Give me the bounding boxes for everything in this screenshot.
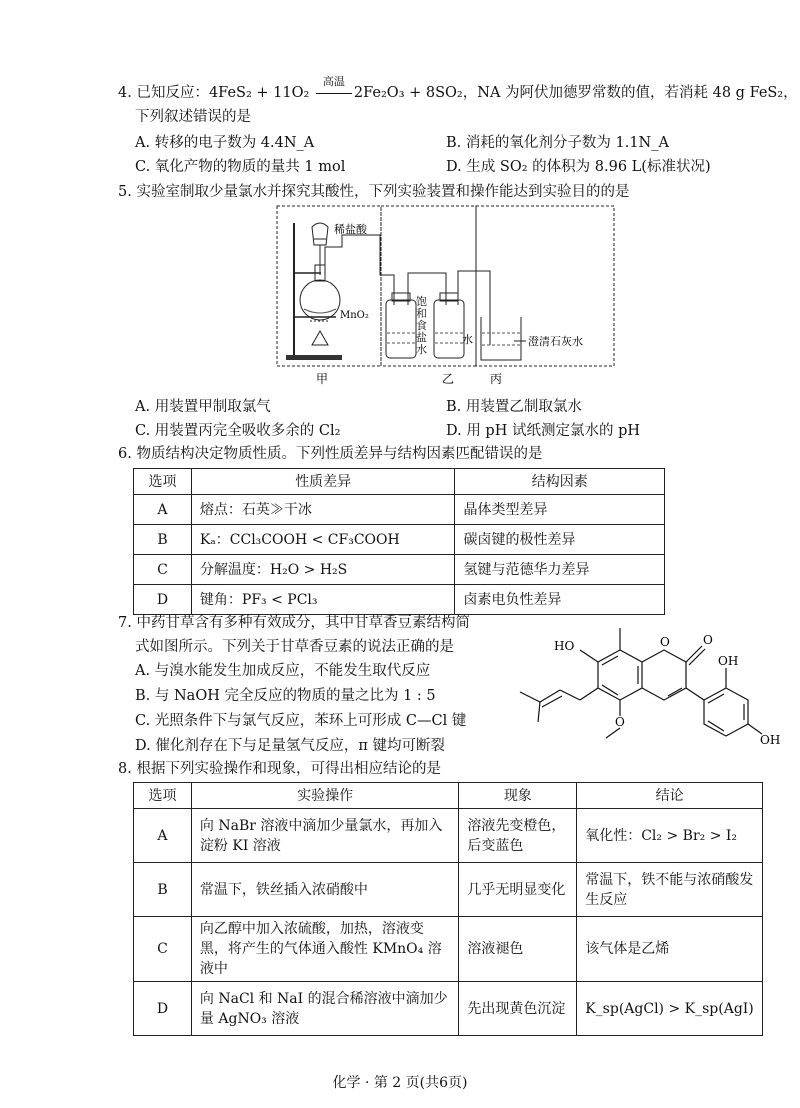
table-cell: 先出现黄色沉淀 bbox=[459, 982, 577, 1036]
header-cell: 性质差异 bbox=[191, 469, 455, 495]
separatory-funnel bbox=[312, 223, 328, 245]
q4-option-c[interactable]: C. 氧化产物的物质的量共 1 mol bbox=[135, 159, 346, 175]
table-row bbox=[134, 917, 763, 982]
header-cell: 结论 bbox=[577, 783, 763, 809]
q4-number: 4. bbox=[118, 85, 132, 101]
q7-stem-line1: 中药甘草含有多种有效成分，其中甘草香豆素结构简 bbox=[136, 615, 470, 631]
label-ring-o: O bbox=[660, 635, 670, 649]
q7-option-c[interactable]: C. 光照条件下与氯气反应，苯环上可形成 C—Cl 键 bbox=[135, 713, 467, 729]
table-cell: 常温下，铁丝插入浓硝酸中 bbox=[191, 863, 458, 917]
q7-option-a[interactable]: A. 与溴水能发生加成反应，不能发生取代反应 bbox=[135, 663, 431, 679]
table-cell: 碳卤键的极性差异 bbox=[455, 525, 665, 555]
phenyl-ring bbox=[704, 688, 748, 736]
table-row bbox=[134, 495, 665, 525]
q6-stem: 物质结构决定物质性质。下列性质差异与结构因素匹配错误的是 bbox=[136, 446, 543, 462]
label-water: 水 bbox=[462, 333, 473, 346]
table-row bbox=[134, 525, 665, 555]
label-bing: 丙 bbox=[490, 372, 503, 386]
glycycoumarin-structure bbox=[510, 610, 780, 745]
table-cell: 向 NaBr 溶液中滴加少量氯水，再加入淀粉 KI 溶液 bbox=[191, 809, 458, 863]
table-cell: 氢键与范德华力差异 bbox=[455, 555, 665, 585]
table-cell: 熔点：石英≫干冰 bbox=[191, 495, 455, 525]
header-cell: 结构因素 bbox=[455, 469, 665, 495]
label-saturated-salt-water: 饱和食盐水 bbox=[416, 295, 427, 356]
q4-option-a[interactable]: A. 转移的电子数为 4.4N_A bbox=[135, 135, 315, 151]
label-mno2: MnO₂ bbox=[340, 310, 369, 321]
table-cell: 常温下，铁不能与浓硝酸发生反应 bbox=[577, 863, 763, 917]
question-5 bbox=[118, 181, 629, 203]
table-cell: 分解温度：H₂O > H₂S bbox=[191, 555, 455, 585]
label-oh: OH bbox=[760, 733, 780, 745]
delivery-tube bbox=[325, 235, 394, 305]
q6-table bbox=[133, 468, 665, 615]
table-cell: 氧化性：Cl₂ > Br₂ > I₂ bbox=[577, 809, 763, 863]
header-cell: 实验操作 bbox=[191, 783, 458, 809]
label-keto-o: O bbox=[703, 633, 713, 647]
q4-stem-prefix: 已知反应：4FeS bbox=[136, 85, 246, 101]
question-4 bbox=[118, 75, 798, 105]
q5-option-d[interactable]: D. 用 pH 试纸测定氯水的 pH bbox=[446, 423, 641, 439]
table-cell: A bbox=[134, 809, 192, 863]
table-cell: 溶液褪色 bbox=[459, 917, 577, 982]
page-footer: 化学 · 第 2 页(共6页) bbox=[332, 1075, 468, 1091]
round-bottom-flask bbox=[300, 280, 340, 320]
stand-base bbox=[286, 355, 342, 360]
question-7 bbox=[118, 612, 470, 634]
table-row bbox=[134, 555, 665, 585]
table-cell: C bbox=[134, 555, 192, 585]
table-cell: C bbox=[134, 917, 192, 982]
q6-number: 6. bbox=[118, 446, 132, 462]
table-cell: 向乙醇中加入浓硫酸，加热，溶液变黑，将产生的气体通入酸性 KMnO₄ 溶液中 bbox=[191, 917, 458, 982]
q8-table bbox=[133, 782, 763, 1036]
pyranone-ring bbox=[642, 650, 686, 700]
table-cell: 晶体类型差异 bbox=[455, 495, 665, 525]
table-cell: Kₐ：CCl₃COOH < CF₃COOH bbox=[191, 525, 455, 555]
table-cell: D bbox=[134, 982, 192, 1036]
header-cell: 选项 bbox=[134, 783, 192, 809]
question-6 bbox=[118, 443, 542, 465]
gas-washing-bottle bbox=[386, 300, 416, 358]
q4-equation-reactants: ₂ + 11O₂ bbox=[245, 85, 310, 101]
q8-stem: 根据下列实验操作和现象，可得出相应结论的是 bbox=[136, 761, 441, 777]
table-row bbox=[134, 982, 763, 1036]
alcohol-lamp bbox=[312, 331, 328, 345]
table-header-row bbox=[134, 783, 763, 809]
q5-number: 5. bbox=[118, 184, 132, 200]
q4-option-b[interactable]: B. 消耗的氧化剂分子数为 1.1N_A bbox=[446, 135, 669, 151]
beaker bbox=[481, 317, 521, 360]
table-cell: A bbox=[134, 495, 192, 525]
table-cell: D bbox=[134, 585, 192, 615]
q7-option-d[interactable]: D. 催化剂存在下与足量氢气反应，π 键均可断裂 bbox=[135, 738, 445, 754]
label-methoxy-o: O bbox=[615, 715, 625, 729]
q5-option-a[interactable]: A. 用装置甲制取氯气 bbox=[135, 399, 271, 415]
benzene-ring bbox=[598, 650, 642, 700]
label-acid: 稀盐酸 bbox=[334, 223, 367, 236]
q7-stem-line2: 式如图所示。下列关于甘草香豆素的说法正确的是 bbox=[135, 639, 454, 655]
table-cell: 卤素电负性差异 bbox=[455, 585, 665, 615]
table-cell: 几乎无明显变化 bbox=[459, 863, 577, 917]
table-cell: 向 NaCl 和 NaI 的混合稀溶液中滴加少量 AgNO₃ 溶液 bbox=[191, 982, 458, 1036]
q4-option-d[interactable]: D. 生成 SO₂ 的体积为 8.96 L(标准状况) bbox=[446, 159, 711, 175]
label-limewater: 澄清石灰水 bbox=[528, 335, 583, 348]
table-cell: 该气体是乙烯 bbox=[577, 917, 763, 982]
q5-option-c[interactable]: C. 用装置丙完全吸收多余的 Cl₂ bbox=[135, 423, 341, 439]
table-header-row bbox=[134, 469, 665, 495]
q5-option-b[interactable]: B. 用装置乙制取氯水 bbox=[446, 399, 582, 415]
table-cell: 溶液先变橙色，后变蓝色 bbox=[459, 809, 577, 863]
apparatus-diagram bbox=[276, 205, 616, 395]
reaction-condition: 高温 bbox=[322, 75, 345, 88]
q4-stem-line2: 下列叙述错误的是 bbox=[135, 109, 251, 125]
header-cell: 现象 bbox=[459, 783, 577, 809]
label-ho: HO bbox=[554, 639, 575, 653]
q5-stem: 实验室制取少量氯水并探究其酸性，下列实验装置和操作能达到实验目的的是 bbox=[136, 184, 630, 200]
table-row bbox=[134, 863, 763, 917]
reaction-arrow bbox=[314, 75, 354, 105]
q4-equation-products: 2Fe₂O₃ + 8SO₂，N bbox=[353, 85, 490, 101]
q7-number: 7. bbox=[118, 615, 132, 631]
q7-option-b[interactable]: B. 与 NaOH 完全反应的物质的量之比为 1 : 5 bbox=[135, 688, 436, 704]
table-cell: B bbox=[134, 863, 192, 917]
header-cell: 选项 bbox=[134, 469, 192, 495]
table-row bbox=[134, 809, 763, 863]
q8-number: 8. bbox=[118, 761, 132, 777]
table-cell: B bbox=[134, 525, 192, 555]
label-jia: 甲 bbox=[316, 372, 329, 386]
water-bottle bbox=[434, 300, 464, 358]
q4-stem-tail: A 为阿伏加德罗常数的值，若消耗 48 g FeS₂， bbox=[489, 85, 798, 101]
table-cell: 键角：PF₃ < PCl₃ bbox=[191, 585, 455, 615]
label-yi: 乙 bbox=[442, 372, 455, 386]
table-cell: K_sp(AgCl) > K_sp(AgI) bbox=[577, 982, 763, 1036]
label-oh: OH bbox=[718, 654, 739, 668]
question-8 bbox=[118, 758, 441, 780]
